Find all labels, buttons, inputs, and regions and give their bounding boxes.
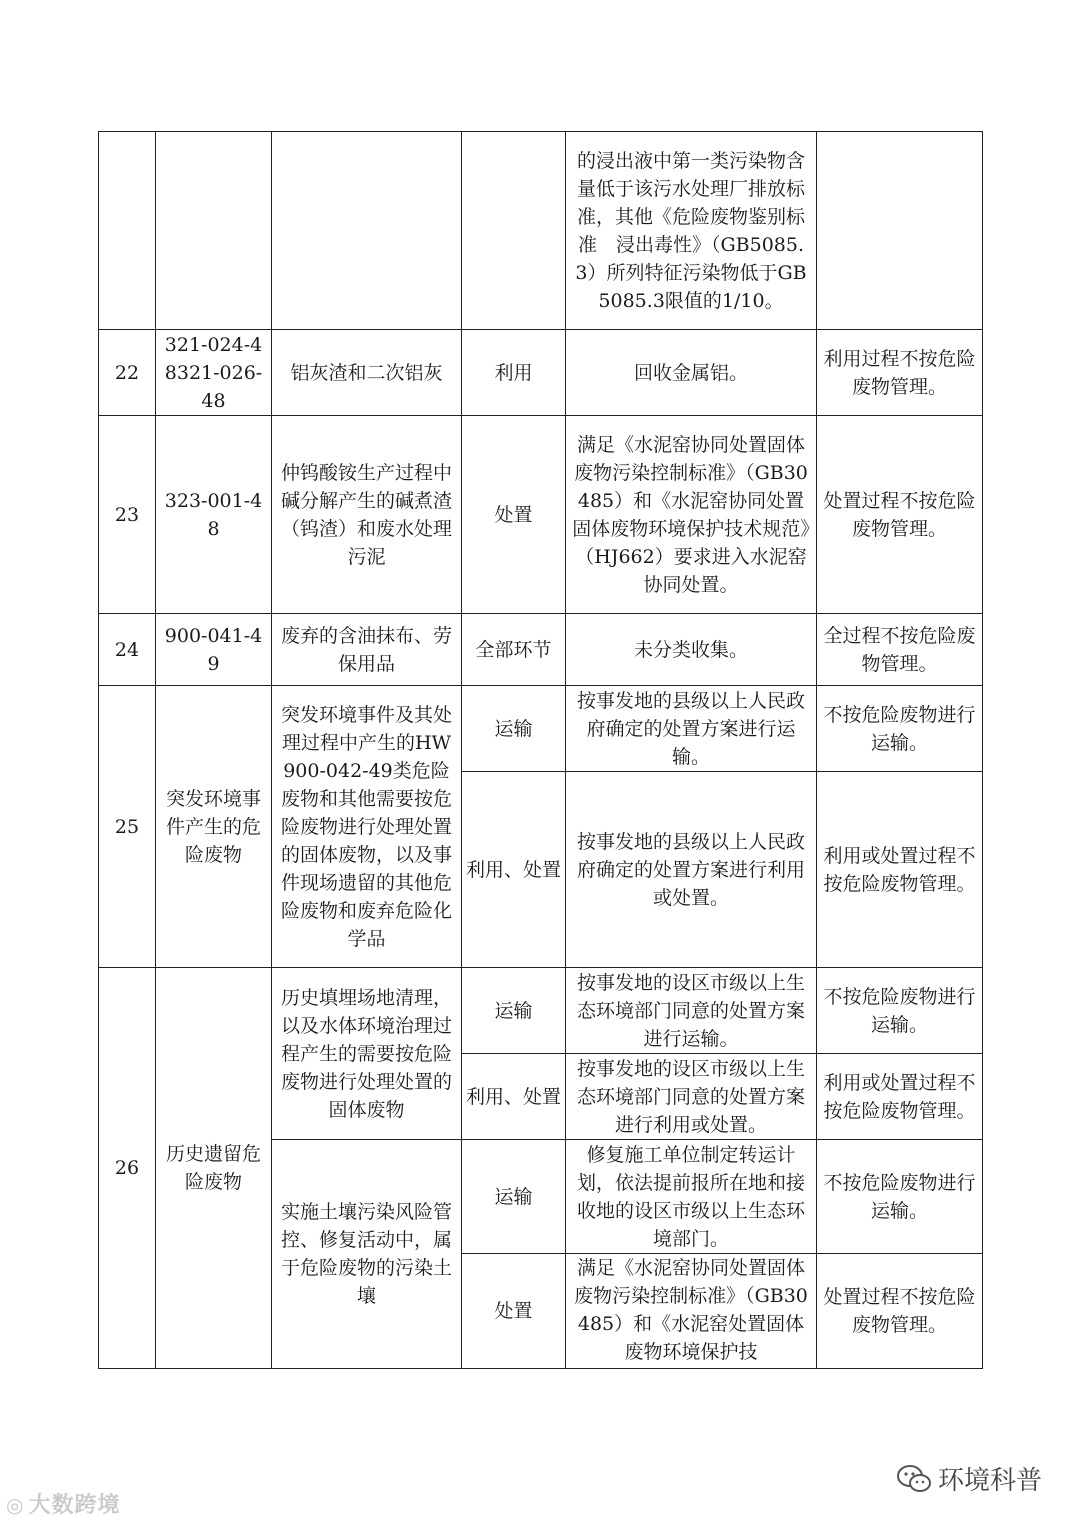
cell-exemption: 全过程不按危险废物管理。 bbox=[817, 614, 983, 686]
cell-code: 突发环境事件产生的危险废物 bbox=[156, 686, 272, 968]
cell-condition: 按事发地的县级以上人民政府确定的处置方案进行利用或处置。 bbox=[566, 772, 817, 968]
cell-exemption: 利用或处置过程不按危险废物管理。 bbox=[817, 1054, 983, 1140]
cell-stage bbox=[462, 132, 566, 330]
cell-exemption bbox=[817, 132, 983, 330]
wechat-icon bbox=[896, 1464, 932, 1494]
cell-stage: 运输 bbox=[462, 968, 566, 1054]
watermark-left-text: 大数跨境 bbox=[28, 1493, 121, 1518]
cell-stage: 利用 bbox=[462, 330, 566, 416]
table-row bbox=[99, 132, 983, 330]
cell-code bbox=[156, 132, 272, 330]
cell-condition: 满足《水泥窑协同处置固体废物污染控制标准》（GB30485）和《水泥窑协同处置固体废物环境保护技术规范》（HJ662）要求进入水泥窑协同处置。 bbox=[566, 416, 817, 614]
cell-stage: 利用、处置 bbox=[462, 772, 566, 968]
cell-no: 26 bbox=[99, 968, 156, 1369]
cell-stage: 利用、处置 bbox=[462, 1054, 566, 1140]
cell-code: 323-001-48 bbox=[156, 416, 272, 614]
cell-no: 22 bbox=[99, 330, 156, 416]
cell-stage: 全部环节 bbox=[462, 614, 566, 686]
cell-name: 实施土壤污染风险管控、修复活动中，属于危险废物的污染土壤 bbox=[272, 1140, 462, 1369]
cell-no bbox=[99, 132, 156, 330]
cell-code: 321-024-48321-026-48 bbox=[156, 330, 272, 416]
cell-condition: 满足《水泥窑协同处置固体废物污染控制标准》（GB30485）和《水泥窑处置固体废物环境保护技 bbox=[566, 1254, 817, 1369]
cell-name: 历史填埋场地清理，以及水体环境治理过程产生的需要按危险废物进行处理处置的固体废物 bbox=[272, 968, 462, 1140]
cell-code: 900-041-49 bbox=[156, 614, 272, 686]
cell-stage: 处置 bbox=[462, 1254, 566, 1369]
cell-condition: 按事发地的设区市级以上生态环境部门同意的处置方案进行运输。 bbox=[566, 968, 817, 1054]
cell-condition: 回收金属铝。 bbox=[566, 330, 817, 416]
cell-condition: 的浸出液中第一类污染物含量低于该污水处理厂排放标准，其他《危险废物鉴别标准 浸出毒性》（GB5085.3）所列特征污染物低于GB5085.3限值的1/10。 bbox=[566, 132, 817, 330]
table-row bbox=[99, 416, 983, 614]
cell-name: 铝灰渣和二次铝灰 bbox=[272, 330, 462, 416]
cell-exemption: 利用过程不按危险废物管理。 bbox=[817, 330, 983, 416]
cell-exemption: 利用或处置过程不按危险废物管理。 bbox=[817, 772, 983, 968]
table-row bbox=[99, 968, 983, 1054]
cell-stage: 运输 bbox=[462, 686, 566, 772]
cell-stage: 运输 bbox=[462, 1140, 566, 1254]
table-row bbox=[99, 614, 983, 686]
cell-exemption: 不按危险废物进行运输。 bbox=[817, 1140, 983, 1254]
cell-condition: 修复施工单位制定转运计划，依法提前报所在地和接收地的设区市级以上生态环境部门。 bbox=[566, 1140, 817, 1254]
cell-name bbox=[272, 132, 462, 330]
cell-exemption: 处置过程不按危险废物管理。 bbox=[817, 1254, 983, 1369]
cell-no: 23 bbox=[99, 416, 156, 614]
table-row bbox=[99, 686, 983, 772]
cell-stage: 处置 bbox=[462, 416, 566, 614]
watermark-right-text: 环境科普 bbox=[938, 1466, 1043, 1496]
watermark-right bbox=[896, 1460, 1042, 1497]
watermark-logo-icon: ◎ bbox=[6, 1493, 25, 1517]
cell-no: 24 bbox=[99, 614, 156, 686]
cell-condition: 按事发地的县级以上人民政府确定的处置方案进行运输。 bbox=[566, 686, 817, 772]
cell-condition: 按事发地的设区市级以上生态环境部门同意的处置方案进行利用或处置。 bbox=[566, 1054, 817, 1140]
cell-name: 废弃的含油抹布、劳保用品 bbox=[272, 614, 462, 686]
watermark-left bbox=[6, 1488, 120, 1519]
cell-condition: 未分类收集。 bbox=[566, 614, 817, 686]
cell-no: 25 bbox=[99, 686, 156, 968]
cell-code: 历史遗留危险废物 bbox=[156, 968, 272, 1369]
hazardous-waste-exemption-table bbox=[98, 131, 983, 1369]
cell-name: 仲钨酸铵生产过程中碱分解产生的碱煮渣（钨渣）和废水处理污泥 bbox=[272, 416, 462, 614]
cell-exemption: 不按危险废物进行运输。 bbox=[817, 686, 983, 772]
cell-exemption: 处置过程不按危险废物管理。 bbox=[817, 416, 983, 614]
cell-exemption: 不按危险废物进行运输。 bbox=[817, 968, 983, 1054]
table-row bbox=[99, 330, 983, 416]
cell-name: 突发环境事件及其处理过程中产生的HW900-042-49类危险废物和其他需要按危险废物进行处理处置的固体废物，以及事件现场遗留的其他危险废物和废弃危险化学品 bbox=[272, 686, 462, 968]
